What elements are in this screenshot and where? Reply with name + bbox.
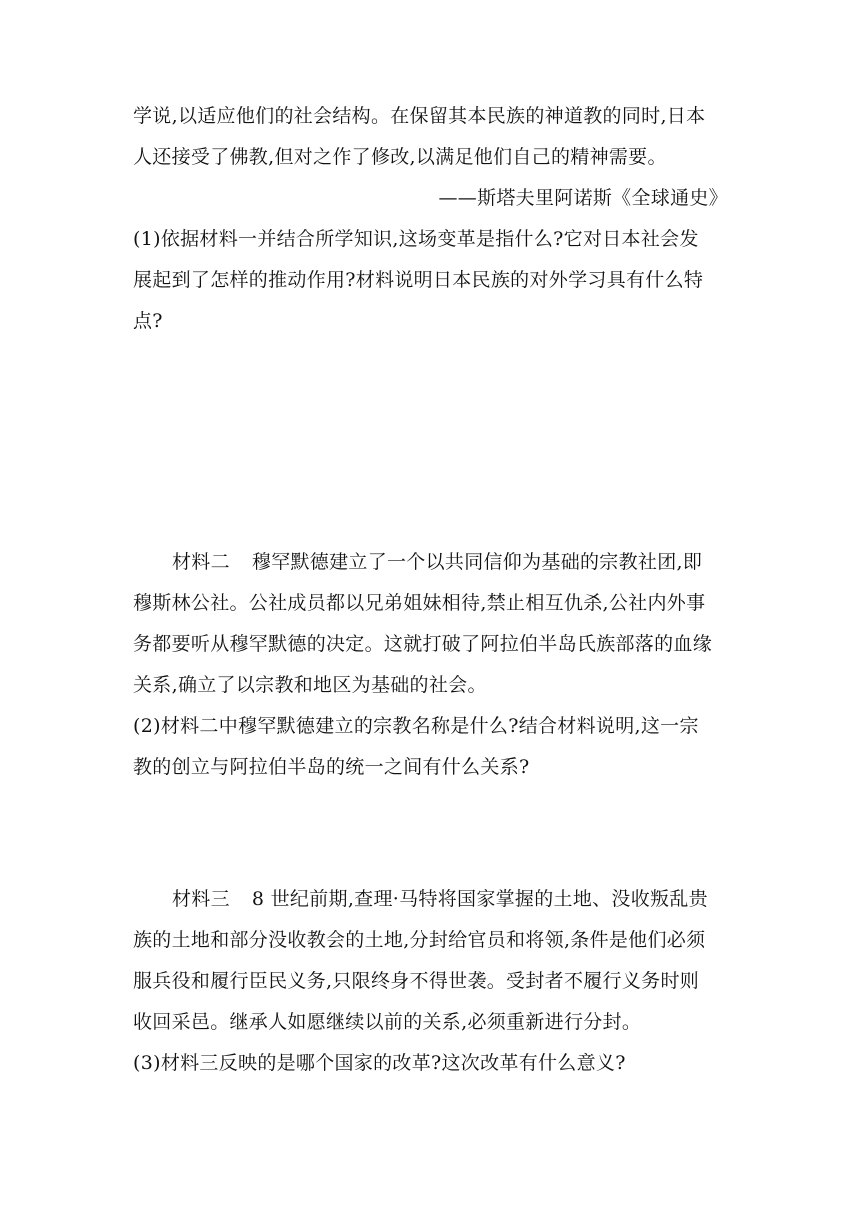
material2-line2: 穆斯林公社。公社成员都以兄弟姐妹相待,禁止相互仇杀,公社内外事 bbox=[133, 592, 706, 614]
passage1-source: ——斯塔夫里阿诺斯《全球通史》 bbox=[438, 187, 728, 209]
question1-line3: 点? bbox=[133, 310, 163, 332]
question1-line2: 展起到了怎样的推动作用?材料说明日本民族的对外学习具有什么特 bbox=[133, 269, 704, 291]
material3-line3: 服兵役和履行臣民义务,只限终身不得世袭。受封者不履行义务时则 bbox=[133, 970, 700, 992]
question2-line2: 教的创立与阿拉伯半岛的统一之间有什么关系? bbox=[133, 756, 530, 778]
material2-label: 材料二 bbox=[172, 551, 230, 573]
passage1-line2: 人还接受了佛教,但对之作了修改,以满足他们自己的精神需要。 bbox=[133, 146, 667, 168]
material2-line1 bbox=[172, 547, 772, 577]
material3-line1-text: 8 世纪前期,查理·马特将国家掌握的土地、没收叛乱贵 bbox=[251, 888, 708, 910]
material3-label: 材料三 bbox=[172, 888, 230, 910]
question2-line1: (2)材料二中穆罕默德建立的宗教名称是什么?结合材料说明,这一宗 bbox=[133, 715, 699, 737]
material2-line3: 务都要听从穆罕默德的决定。这就打破了阿拉伯半岛氏族部落的血缘 bbox=[133, 633, 713, 655]
question3-line1: (3)材料三反映的是哪个国家的改革?这次改革有什么意义? bbox=[133, 1052, 626, 1074]
passage1-line1: 学说,以适应他们的社会结构。在保留其本民族的神道教的同时,日本 bbox=[133, 105, 706, 127]
material3-line2: 族的土地和部分没收教会的土地,分封给官员和将领,条件是他们必须 bbox=[133, 929, 706, 951]
question1-line1: (1)依据材料一并结合所学知识,这场变革是指什么?它对日本社会发 bbox=[133, 228, 699, 250]
material3-line1 bbox=[172, 884, 772, 914]
material2-line4: 关系,确立了以宗教和地区为基础的社会。 bbox=[133, 674, 487, 696]
material3-line4: 收回采邑。继承人如愿继续以前的关系,必须重新进行分封。 bbox=[133, 1011, 642, 1033]
material2-line1-text: 穆罕默德建立了一个以共同信仰为基础的宗教社团,即 bbox=[251, 551, 703, 573]
